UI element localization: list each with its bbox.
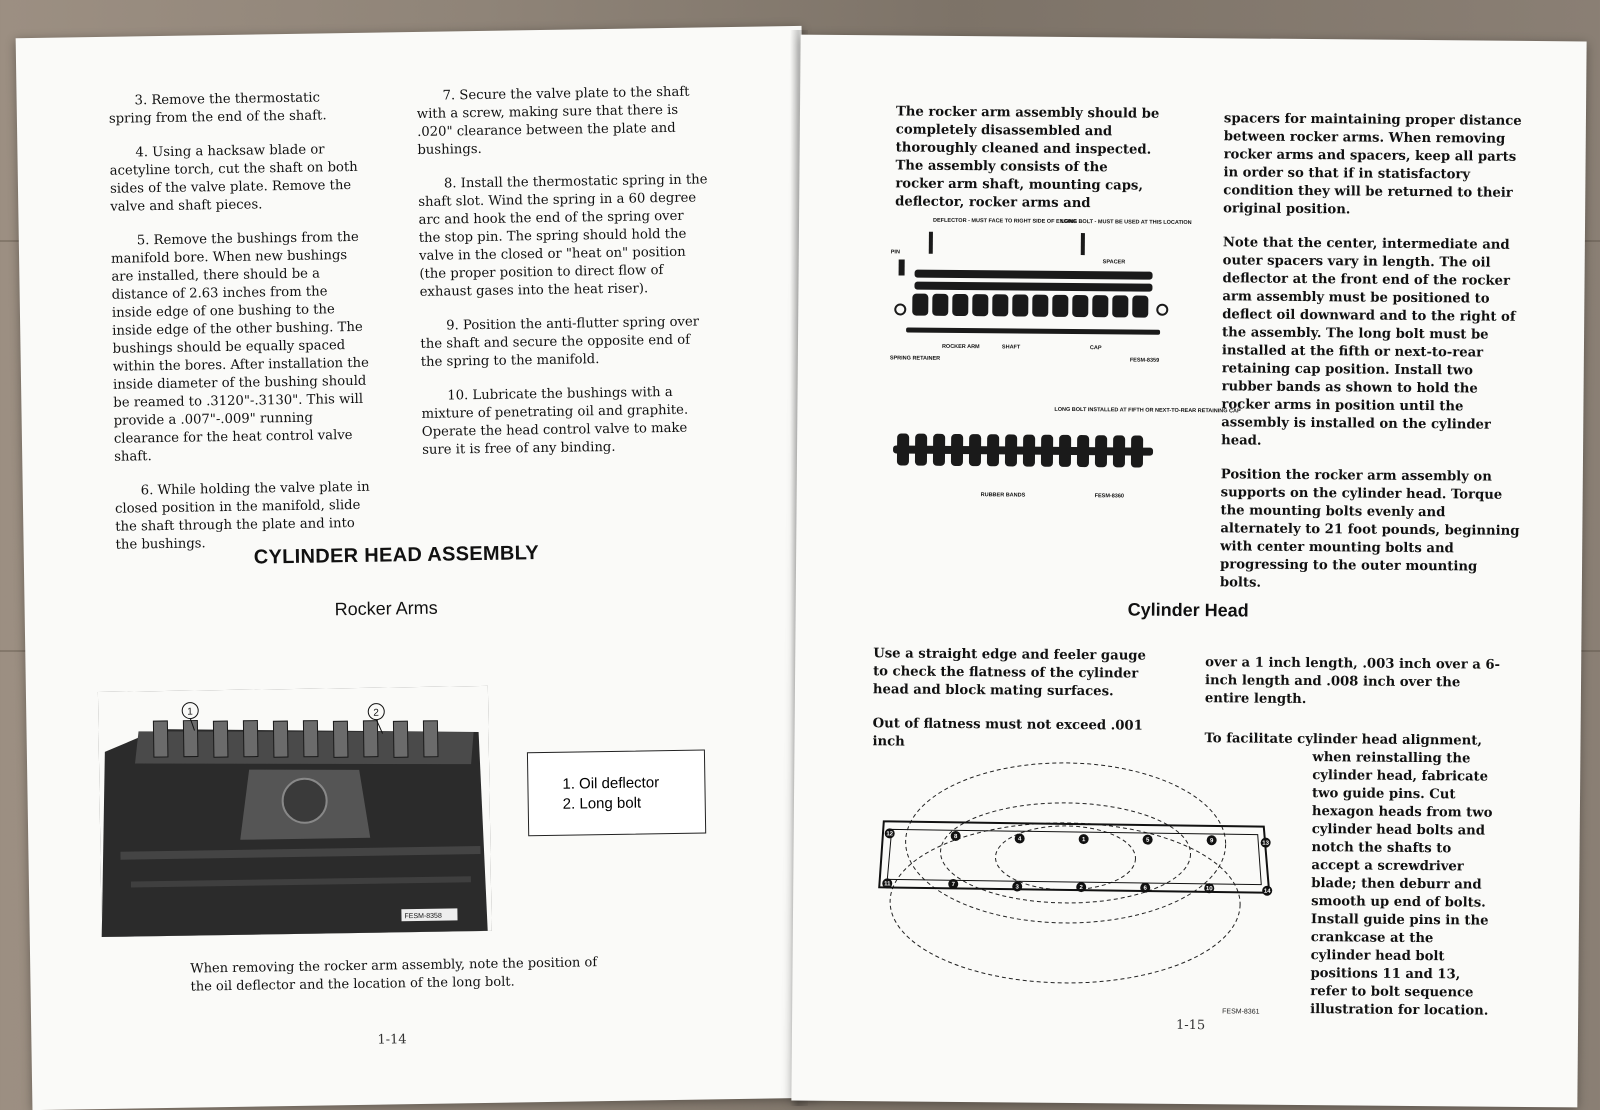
photo-code: FESM-8358 — [404, 912, 442, 921]
label-pin: PIN — [890, 249, 900, 256]
bolt-10: 10 — [1205, 886, 1213, 893]
label-long-bolt-installed: LONG BOLT INSTALLED AT FIFTH OR NEXT-TO-REAR RETAINING CAP — [1054, 406, 1241, 415]
code-8359: FESM-8359 — [1129, 357, 1160, 364]
guide-pin-instructions: when reinstalling the cylinder head, fabricate two guide pins. Cut hexagon heads from two cylinder head bolts and notch the shafts to accept a screwdriver blade; then deburr and smooth up end of bolts. Install guide pins in the crankcase at the cylinder head bolt positions 11 and 13, refer to bolt sequence illustration for location. — [1310, 750, 1493, 1019]
right-column-1 — [895, 103, 1160, 229]
label-long-bolt: LONG BOLT - MUST BE USED AT THIS LOCATION — [1061, 218, 1192, 227]
section-title: CYLINDER HEAD ASSEMBLY — [253, 542, 540, 569]
callout-2: 2 — [373, 707, 379, 719]
cylinder-head-column-2-top — [1205, 654, 1506, 727]
step-7: 7. Secure the valve plate to the shaft with a screw, making sure that there is .020" clearance between the plate and bushings. — [416, 84, 690, 158]
bolt-9: 9 — [1209, 838, 1214, 845]
step-9: 9. Position the anti-flutter spring over the shaft and secure the opposite end of the spring to the manifold. — [420, 314, 700, 370]
bolt-sequence-diagram — [864, 751, 1286, 995]
bolt-7: 7 — [951, 881, 955, 888]
step-4: 4. Using a hacksaw blade or acetyline torch, cut the shaft on both sides of the valve plate. Remove the valve and shaft pieces. — [109, 142, 358, 215]
left-column-2 — [416, 83, 712, 476]
flatness-check: Use a straight edge and feeler gauge to check the flatness of the cylinder head and block mating surfaces. — [872, 646, 1146, 700]
spacers-text: spacers for maintaining proper distance between rocker arms. When removing rocker arms and spacers, keep all parts in order so that if in statisfactory condition they will be returned to their original position. — [1223, 111, 1522, 218]
bolt-8: 8 — [953, 833, 958, 840]
assembled-diagram — [893, 405, 1241, 500]
figure-caption: When removing the rocker arm assembly, note the position of the oil deflector and the location of the long bolt. — [190, 955, 598, 995]
step-3: 3. Remove the thermostatic spring from the end of the shaft. — [108, 90, 327, 127]
label-spring-retainer: SPRING RETAINER — [889, 355, 941, 362]
spacers-note: Note that the center, intermediate and outer spacers vary in length. The oil deflector at the front end of the rocker arm assembly must be positioned to deflect oil downward and to the right of the assembly. The long bolt must be installed at the fifth or next-to-rear retaining cap position. Install two rubber bands as shown to hold the rocker arms in position until the assembly is installed on the cylinder head. — [1221, 235, 1516, 449]
flatness-limit: Out of flatness must not exceed .001 inch — [872, 716, 1143, 750]
right-page — [791, 35, 1586, 1108]
bolt-14: 14 — [1263, 888, 1271, 895]
bolt-5: 5 — [1145, 837, 1150, 844]
bolt-13: 13 — [1262, 840, 1269, 847]
legend-item-long-bolt: 2. Long bolt — [562, 794, 642, 813]
bolt-3: 3 — [1015, 884, 1019, 891]
bolt-6: 6 — [1143, 885, 1147, 892]
torque-text: Position the rocker arm assembly on supports on the cylinder head. Torque the mounting bolts evenly and alternately to 21 foot pounds, beginning with center mounting bolts and progressing to the outer mounting bolts. — [1219, 467, 1520, 591]
right-column-2 — [1220, 110, 1524, 611]
label-spacer: SPACER — [1102, 259, 1126, 266]
figure-legend — [527, 750, 706, 837]
rocker-arm-photo — [98, 686, 492, 937]
rocker-intro: The rocker arm assembly should be completely disassembled and thoroughly cleaned and inspected. The assembly consists of the rocker arm shaft, mounting caps, deflector, rocker arms and — [895, 104, 1160, 212]
flatness-continued: over a 1 inch length, .003 inch over a 6-inch length and .008 inch over the entire length. — [1204, 655, 1501, 708]
left-column-1 — [108, 89, 373, 571]
callout-1: 1 — [187, 706, 193, 718]
engine-photo-illustration — [98, 686, 492, 937]
step-5: 5. Remove the bushings from the manifold bore. When new bushings are installed, there should be a distance of 2.63 inches from the inside edge of one bushing to the inside edge of the other bushing. The bushings should be equally spaced within the bores. After installation the inside diameter of the bushing should be reamed to .3120"-.3130". This will provide a .007"-.009" running clearance for the heat control valve shaft. — [110, 229, 369, 465]
bolt-12: 12 — [886, 831, 894, 838]
bolt-11: 11 — [884, 881, 891, 888]
bolt-4: 4 — [1017, 836, 1022, 843]
label-cap: CAP — [1089, 345, 1102, 352]
sequence-code: FESM-8361 — [1222, 1008, 1260, 1016]
label-deflector: DEFLECTOR - MUST FACE TO RIGHT SIDE OF ENGINE — [933, 217, 1078, 226]
page-number-right: 1-15 — [1175, 1017, 1206, 1034]
step-6: 6. While holding the valve plate in closed position in the manifold, slide the shaft through the plate and into the bushings. — [114, 479, 370, 553]
label-rocker-arm: ROCKER ARM — [941, 343, 980, 351]
legend-item-oil-deflector: 1. Oil deflector — [562, 774, 660, 793]
left-page — [16, 26, 819, 1110]
label-rubber-bands: RUBBER BANDS — [980, 492, 1026, 499]
step-10: 10. Lubricate the bushings with a mixture of penetrating oil and graphite. Operate the head control valve to make sure it is free of any binding. — [421, 384, 689, 458]
page-number-left: 1-14 — [377, 1032, 407, 1048]
step-8: 8. Install the thermostatic spring in the shaft slot. Wind the spring in a 60 degree arc and hook the end of the spring over the stop pin. The spring should hold the valve in the closed or "heat on" position (the proper position to direct flow of exhaust gases into the heat riser). — [418, 172, 708, 300]
bolt-1: 1 — [1081, 837, 1086, 844]
subsection-rocker-arms: Rocker Arms — [334, 597, 438, 620]
label-shaft: SHAFT — [1001, 344, 1021, 351]
code-8360: FESM-8360 — [1094, 493, 1125, 500]
guide-pin-lead: To facilitate cylinder head alignment, — [1204, 731, 1483, 749]
rocker-assembly-diagrams — [888, 213, 1241, 516]
bolt-2: 2 — [1079, 885, 1083, 892]
exploded-diagram — [890, 217, 1192, 364]
subsection-cylinder-head: Cylinder Head — [1127, 599, 1249, 621]
